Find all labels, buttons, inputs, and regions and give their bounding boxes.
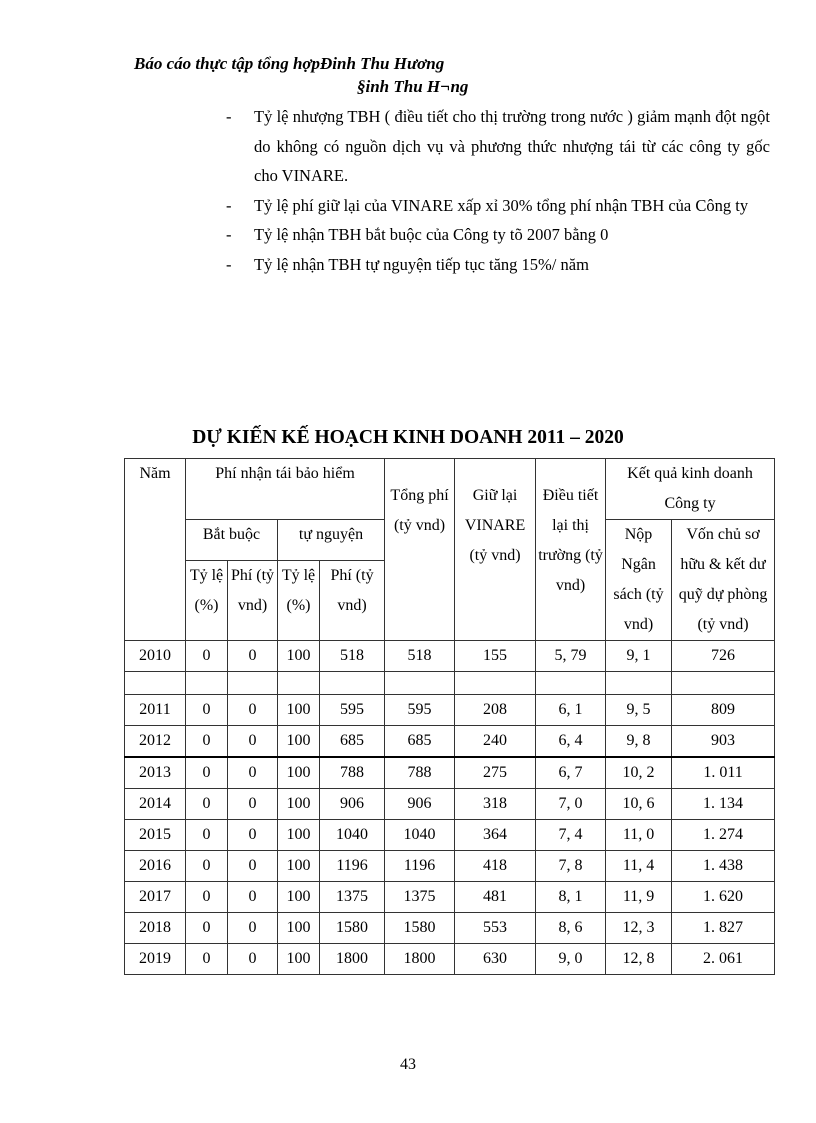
- cell-equity: 1. 827: [672, 913, 775, 944]
- list-item: [222, 250, 770, 280]
- cell-mandatory-fee: 0: [228, 820, 278, 851]
- cell-voluntary-fee: 1375: [320, 882, 385, 913]
- table-row: [125, 944, 775, 975]
- cell-mandatory-fee: 0: [228, 944, 278, 975]
- running-header-garbled: §inh Thu H¬ng: [357, 77, 469, 96]
- cell-retained: 364: [455, 820, 536, 851]
- cell-voluntary-fee: 685: [320, 726, 385, 758]
- cell-regulated: 6, 1: [536, 695, 606, 726]
- cell-budget: 11, 0: [606, 820, 672, 851]
- cell-voluntary-rate: 100: [278, 882, 320, 913]
- cell-budget: 11, 9: [606, 882, 672, 913]
- bullet-dash: -: [226, 195, 232, 215]
- cell-voluntary-fee: 595: [320, 695, 385, 726]
- cell-voluntary-rate: 100: [278, 695, 320, 726]
- cell-equity: 1. 620: [672, 882, 775, 913]
- cell-equity: 1. 011: [672, 757, 775, 789]
- cell-voluntary-rate: 100: [278, 757, 320, 789]
- header-premium-group: Phí nhận tái bảo hiểm: [186, 459, 385, 520]
- cell-mandatory-fee: 0: [228, 757, 278, 789]
- cell-year: 2019: [125, 944, 186, 975]
- header-year: Năm: [125, 459, 186, 641]
- cell-mandatory-fee: 0: [228, 913, 278, 944]
- cell-voluntary-rate: 100: [278, 789, 320, 820]
- cell-equity: 1. 134: [672, 789, 775, 820]
- cell-mandatory-fee: 0: [228, 789, 278, 820]
- cell-mandatory-rate: 0: [186, 851, 228, 882]
- cell-voluntary-rate: 100: [278, 944, 320, 975]
- cell-retained: 481: [455, 882, 536, 913]
- cell-total: 1196: [385, 851, 455, 882]
- cell-year: 2012: [125, 726, 186, 758]
- cell-voluntary-rate: 100: [278, 641, 320, 672]
- table-row: [125, 851, 775, 882]
- cell-total: 518: [385, 641, 455, 672]
- cell-retained: 240: [455, 726, 536, 758]
- cell-total: 595: [385, 695, 455, 726]
- table-row: [125, 726, 775, 758]
- cell-regulated: 7, 4: [536, 820, 606, 851]
- header-budget: Nộp Ngân sách (tỷ vnd): [606, 520, 672, 641]
- running-header: Báo cáo thực tập tổng hợpĐinh Thu Hương: [134, 54, 445, 73]
- cell-equity: 2. 061: [672, 944, 775, 975]
- cell-regulated: 9, 0: [536, 944, 606, 975]
- cell-total: 788: [385, 757, 455, 789]
- cell-mandatory-rate: 0: [186, 726, 228, 758]
- cell-regulated: 7, 0: [536, 789, 606, 820]
- cell-regulated: 8, 6: [536, 913, 606, 944]
- table-row: [125, 641, 775, 672]
- cell-equity: 809: [672, 695, 775, 726]
- cell-voluntary-fee: 906: [320, 789, 385, 820]
- list-item-text: Tỷ lệ nhận TBH bắt buộc của Công ty tõ 2007 bằng 0: [254, 225, 609, 244]
- table-title: DỰ KIẾN KẾ HOẠCH KINH DOANH 2011 – 2020: [192, 427, 624, 448]
- cell-mandatory-rate: 0: [186, 789, 228, 820]
- cell-retained: 208: [455, 695, 536, 726]
- cell-retained: 275: [455, 757, 536, 789]
- bullet-list: [222, 102, 770, 279]
- bullet-dash: -: [226, 225, 232, 244]
- cell-budget: 11, 4: [606, 851, 672, 882]
- cell-budget: 9, 8: [606, 726, 672, 758]
- cell-year: 2014: [125, 789, 186, 820]
- cell-total: 685: [385, 726, 455, 758]
- cell-budget: 9, 1: [606, 641, 672, 672]
- table-row: [125, 789, 775, 820]
- list-item: [222, 191, 770, 221]
- cell-voluntary-fee: 1580: [320, 913, 385, 944]
- cell-regulated: 6, 4: [536, 726, 606, 758]
- cell-mandatory-rate: 0: [186, 913, 228, 944]
- list-item-text: Tỷ lệ nhượng TBH ( điều tiết cho thị trường trong nước ) giảm mạnh đột ngột do không có nguồn dịch vụ và phương thức nhượng tái từ các công ty gốc cho VINARE.: [254, 107, 770, 185]
- list-item: [222, 102, 770, 191]
- cell-voluntary-fee: 518: [320, 641, 385, 672]
- cell-budget: 10, 2: [606, 757, 672, 789]
- header-equity: Vốn chủ sơ hữu & kết dư quỹ dự phòng (tỷ vnd): [672, 520, 775, 641]
- cell-budget: 9, 5: [606, 695, 672, 726]
- cell-budget: 10, 6: [606, 789, 672, 820]
- header-retained: Giữ lại VINARE (tỷ vnd): [455, 459, 536, 641]
- cell-mandatory-rate: 0: [186, 944, 228, 975]
- cell-total: 1800: [385, 944, 455, 975]
- list-item-text: Tỷ lệ phí giữ lại của VINARE xấp xỉ 30% tổng phí nhận TBH của Công ty: [254, 195, 749, 215]
- cell-year: 2015: [125, 820, 186, 851]
- table-row: [125, 820, 775, 851]
- cell-mandatory-rate: 0: [186, 695, 228, 726]
- header-regulated: Điều tiết lại thị trường (tỷ vnd): [536, 459, 606, 641]
- cell-total: 906: [385, 789, 455, 820]
- cell-budget: 12, 3: [606, 913, 672, 944]
- bullet-dash: -: [226, 107, 232, 126]
- header-mandatory-fee: Phí (tỷ vnd): [228, 560, 278, 640]
- business-plan-table: [124, 458, 775, 975]
- header-mandatory: Bắt buộc: [186, 520, 278, 561]
- cell-total: 1580: [385, 913, 455, 944]
- cell-total: 1375: [385, 882, 455, 913]
- cell-voluntary-fee: 788: [320, 757, 385, 789]
- header-total: Tổng phí (tỷ vnd): [385, 459, 455, 641]
- blank-row: [125, 672, 775, 695]
- cell-voluntary-fee: 1800: [320, 944, 385, 975]
- cell-voluntary-rate: 100: [278, 851, 320, 882]
- header-mandatory-rate: Tỷ lệ (%): [186, 560, 228, 640]
- table-row: [125, 882, 775, 913]
- cell-mandatory-fee: 0: [228, 641, 278, 672]
- cell-mandatory-rate: 0: [186, 641, 228, 672]
- cell-year: 2016: [125, 851, 186, 882]
- cell-mandatory-fee: 0: [228, 695, 278, 726]
- list-item-text: Tỷ lệ nhận TBH tự nguyện tiếp tục tăng 15%/ năm: [254, 254, 589, 274]
- cell-budget: 12, 8: [606, 944, 672, 975]
- cell-voluntary-rate: 100: [278, 726, 320, 758]
- cell-retained: 553: [455, 913, 536, 944]
- cell-equity: 1. 438: [672, 851, 775, 882]
- cell-total: 1040: [385, 820, 455, 851]
- header-result-group: Kết quả kinh doanh Công ty: [606, 459, 775, 520]
- table-row: [125, 757, 775, 789]
- cell-regulated: 8, 1: [536, 882, 606, 913]
- cell-voluntary-rate: 100: [278, 820, 320, 851]
- list-item: [222, 220, 770, 250]
- cell-equity: 726: [672, 641, 775, 672]
- cell-equity: 903: [672, 726, 775, 758]
- table-row: [125, 913, 775, 944]
- cell-mandatory-rate: 0: [186, 820, 228, 851]
- cell-mandatory-rate: 0: [186, 757, 228, 789]
- cell-retained: 318: [455, 789, 536, 820]
- page-number: 43: [400, 1056, 416, 1073]
- table-row: [125, 695, 775, 726]
- cell-voluntary-fee: 1196: [320, 851, 385, 882]
- cell-year: 2013: [125, 757, 186, 789]
- cell-regulated: 6, 7: [536, 757, 606, 789]
- cell-retained: 418: [455, 851, 536, 882]
- cell-mandatory-fee: 0: [228, 726, 278, 758]
- cell-regulated: 5, 79: [536, 641, 606, 672]
- cell-voluntary-fee: 1040: [320, 820, 385, 851]
- header-voluntary: tự nguyện: [278, 520, 385, 561]
- cell-retained: 630: [455, 944, 536, 975]
- cell-retained: 155: [455, 641, 536, 672]
- cell-year: 2010: [125, 641, 186, 672]
- cell-regulated: 7, 8: [536, 851, 606, 882]
- cell-mandatory-rate: 0: [186, 882, 228, 913]
- cell-mandatory-fee: 0: [228, 851, 278, 882]
- cell-voluntary-rate: 100: [278, 913, 320, 944]
- header-voluntary-fee: Phí (tỷ vnd): [320, 560, 385, 640]
- cell-year: 2011: [125, 695, 186, 726]
- header-voluntary-rate: Tỷ lệ (%): [278, 560, 320, 640]
- bullet-dash: -: [226, 254, 232, 274]
- cell-year: 2017: [125, 882, 186, 913]
- cell-mandatory-fee: 0: [228, 882, 278, 913]
- cell-equity: 1. 274: [672, 820, 775, 851]
- cell-year: 2018: [125, 913, 186, 944]
